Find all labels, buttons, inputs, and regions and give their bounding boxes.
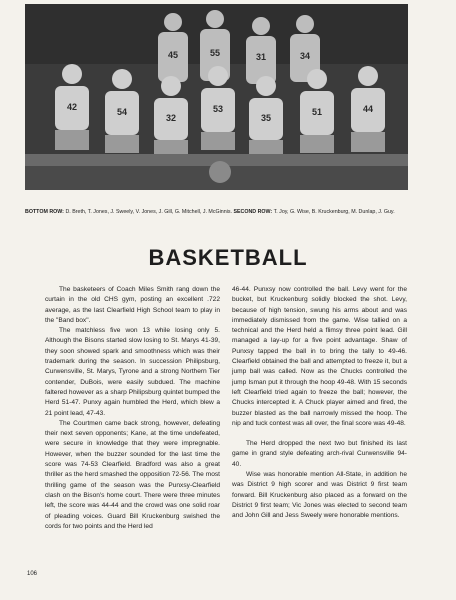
jersey-number: 42 [66,102,78,112]
jersey-number: 35 [260,113,272,123]
photo-caption [25,208,413,216]
jersey-number: 32 [165,113,177,123]
jersey-number: 53 [212,104,224,114]
paragraph: The basketeers of Coach Miles Smith rang down the curtain in the old CHS gym, posting an excellent .722 average, as the last Clearfield High School team to play in the "Band box". [45,286,220,324]
jersey-number: 31 [255,52,267,62]
paragraph: The Courtmen came back strong, however, defeating their next seven opponents; Kane, at the time undefeated, were secure in knowledge that they were impregnable. However, when the buzzer sounded for the last time the score was 74-53 Clearfield. Bradford was also a great thriller as the herd smashed the opposition 72-56. The most thrilling game of the season was the Punxsy-Clearfield clash on the Bison's home court. There were three minutes left, the score was 44-44 and the crowd was one solid roar of pleading voices. Guard Bill Kruckenburg swished the cords for two points and the Herd led [45,419,220,530]
jersey-number: 54 [116,107,128,117]
jersey-number: 44 [362,104,374,114]
caption-bottom-names: D. Breth, T. Jones, J. Sweely, V. Jones, J. Gill, G. Mitchell, J. McGinnis. [65,209,232,215]
caption-bottom-label: BOTTOM ROW: [25,209,64,215]
paragraph: 46-44. Punxsy now controlled the ball. Levy went for the bucket, but Kruckenburg solidly blocked the shot. Levy, because of high tension, swung his arms about and was immediately dismissed from the game. Wise tallied on a technical and the Herd held a flimsy three point lead. Gill managed a lay-up for a five point advantage. Shaw of Punxsy tapped the ball in to bring the tally to 49-46. Clearfield obtained the ball and attempted to freeze it, but a jump ball was called. Now as the Chucks controlled the jump Isman put it through the hoop 49-48. With 15 seconds left Clearfield tried again to freeze the ball; however, the Chucks intercepted it. A Chuck player aimed and fired, the buzzer blasted as the ball narrowly missed the hoop. The nip and tuck contest was all over, the final score was 49-48. [232,286,407,427]
page-number: 106 [27,571,38,577]
jersey-number: 55 [209,48,221,58]
jersey-number: 51 [311,107,323,117]
team-photo-drawing [25,4,408,190]
caption-second-label: SECOND ROW: [233,209,273,215]
page-title: BASKETBALL [148,245,308,270]
jersey-number: 45 [167,50,179,60]
basketball-icon [209,161,231,183]
paragraph: The Herd dropped the next two but finished its last game in grand style defeating arch-rival Curwensville 94-40. [232,440,407,468]
left-column [45,285,220,532]
right-column [232,285,407,522]
paragraph: Wise was honorable mention All-State, in addition he was District 9 high scorer and was District 9 first team forward. Bill Kruckenburg also placed as a forward on the District 9 first team; Vic Jones was elected to second team and John Gill and Jess Sweely were honorable mentions. [232,471,407,520]
team-photo [25,4,408,190]
paragraph: The matchless five won 13 while losing only 5. Although the Bisons started slow losing to St. Marys 41-39, they soon showed spark and smoothness which was their trademark during the season. In succession Philipsburg, Curwensville, St. Marys, Tyrone and a strong Northern Tier contender, DuBois, were easily subdued. The machine faltered however as a sharp Philipsburg quintet bumped the Herd 51-47. Punxy again humbled the Herd, which blew a 21 point lead, 47-43. [45,327,220,417]
caption-second-names: T. Joy, G. Wise, B. Kruckenburg, M. Dunlap, J. Guy. [273,209,395,215]
jersey-number: 34 [299,51,311,61]
